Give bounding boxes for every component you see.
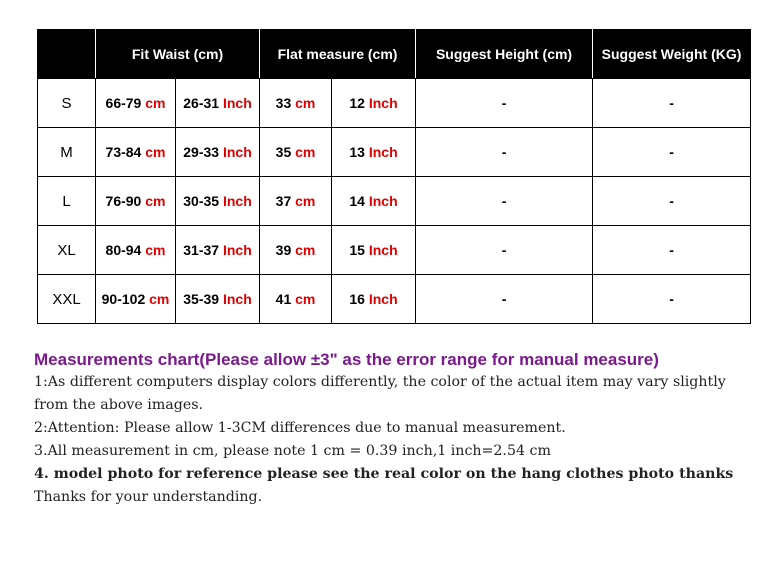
waist-cm-value: 76-90: [105, 193, 142, 209]
size-cell: [38, 177, 96, 226]
suggest-weight-value: -: [669, 144, 674, 160]
flat-inch-cell: [332, 226, 416, 275]
waist-cm-value: 73-84: [105, 144, 142, 160]
table-row: [38, 177, 751, 226]
flat-inch-cell: [332, 275, 416, 324]
flat-cm-value: 35: [275, 144, 292, 160]
suggest-weight-value: -: [669, 242, 674, 258]
waist-inch-value: 31-37: [183, 242, 220, 258]
suggest-height-value: -: [501, 193, 507, 209]
table-row: [38, 226, 751, 275]
flat-cm-value: 33: [275, 95, 292, 111]
header-suggest-weight: Suggest Weight (KG): [593, 30, 751, 79]
table-row: [38, 128, 751, 177]
unit-cm: cm: [295, 291, 316, 307]
waist-cm-value: 66-79: [105, 95, 142, 111]
unit-cm: cm: [149, 291, 170, 307]
unit-cm: cm: [145, 193, 166, 209]
waist-inch-value: 30-35: [183, 193, 220, 209]
note-line-2: 2:Attention: Please allow 1-3CM differences due to manual measurement.: [34, 420, 566, 436]
waist-cm-cell: [96, 79, 176, 128]
size-label: M: [60, 143, 73, 161]
flat-cm-value: 39: [275, 242, 292, 258]
waist-inch-cell: [176, 177, 260, 226]
size-label: XXL: [52, 290, 81, 308]
header-suggest-height: Suggest Height (cm): [416, 30, 593, 79]
unit-inch: Inch: [222, 291, 252, 307]
suggest-height-value: -: [501, 242, 507, 258]
unit-cm: cm: [295, 95, 316, 111]
unit-inch: Inch: [368, 242, 398, 258]
flat-cm-value: 37: [275, 193, 292, 209]
size-cell: [38, 226, 96, 275]
size-cell: [38, 79, 96, 128]
waist-inch-cell: [176, 128, 260, 177]
unit-inch: Inch: [368, 193, 398, 209]
unit-cm: cm: [295, 144, 316, 160]
unit-cm: cm: [295, 242, 316, 258]
unit-inch: Inch: [222, 242, 252, 258]
flat-inch-value: 12: [349, 95, 365, 111]
flat-cm-cell: [260, 275, 332, 324]
suggest-height-value: -: [501, 291, 507, 307]
flat-inch-value: 16: [349, 291, 365, 307]
weight-cell: [593, 275, 751, 324]
notes-section: [34, 348, 754, 509]
notes-heading: Measurements chart(Please allow ±3" as the error range for manual measure): [34, 350, 659, 369]
waist-inch-cell: [176, 226, 260, 275]
table-body: [38, 79, 751, 324]
unit-cm: cm: [145, 95, 166, 111]
unit-cm: cm: [145, 144, 166, 160]
size-cell: [38, 128, 96, 177]
size-chart-table: [37, 29, 751, 324]
unit-inch: Inch: [222, 95, 252, 111]
unit-cm: cm: [145, 242, 166, 258]
header-size: [38, 30, 96, 79]
unit-inch: Inch: [222, 193, 252, 209]
weight-cell: [593, 177, 751, 226]
size-label: XL: [57, 241, 76, 259]
table-header-row: [38, 30, 751, 79]
suggest-height-value: -: [501, 144, 507, 160]
table-row: [38, 79, 751, 128]
note-line-3: 3.All measurement in cm, please note 1 cm = 0.39 inch,1 inch=2.54 cm: [34, 443, 551, 459]
unit-inch: Inch: [368, 291, 398, 307]
waist-cm-cell: [96, 275, 176, 324]
flat-inch-value: 13: [349, 144, 365, 160]
flat-inch-value: 14: [349, 193, 365, 209]
weight-cell: [593, 226, 751, 275]
height-cell: [416, 275, 593, 324]
note-line-1: 1:As different computers display colors differently, the color of the actual item may vary slightly from the above images.: [34, 374, 726, 413]
flat-inch-value: 15: [349, 242, 365, 258]
waist-cm-value: 80-94: [105, 242, 142, 258]
height-cell: [416, 79, 593, 128]
note-line-5: Thanks for your understanding.: [34, 489, 263, 505]
waist-inch-cell: [176, 79, 260, 128]
suggest-height-value: -: [501, 95, 507, 111]
size-label: S: [61, 94, 72, 112]
unit-inch: Inch: [368, 144, 398, 160]
flat-cm-cell: [260, 177, 332, 226]
waist-inch-value: 26-31: [183, 95, 220, 111]
waist-inch-value: 35-39: [183, 291, 220, 307]
weight-cell: [593, 79, 751, 128]
height-cell: [416, 177, 593, 226]
waist-inch-cell: [176, 275, 260, 324]
unit-cm: cm: [295, 193, 316, 209]
header-flat-measure: Flat measure (cm): [260, 30, 416, 79]
flat-cm-cell: [260, 128, 332, 177]
suggest-weight-value: -: [669, 95, 674, 111]
flat-cm-cell: [260, 79, 332, 128]
height-cell: [416, 226, 593, 275]
flat-inch-cell: [332, 79, 416, 128]
flat-cm-cell: [260, 226, 332, 275]
waist-cm-cell: [96, 177, 176, 226]
flat-cm-value: 41: [275, 291, 292, 307]
waist-inch-value: 29-33: [183, 144, 220, 160]
waist-cm-value: 90-102: [101, 291, 146, 307]
unit-inch: Inch: [368, 95, 398, 111]
flat-inch-cell: [332, 128, 416, 177]
height-cell: [416, 128, 593, 177]
size-cell: [38, 275, 96, 324]
header-fit-waist: Fit Waist (cm): [96, 30, 260, 79]
weight-cell: [593, 128, 751, 177]
unit-inch: Inch: [222, 144, 252, 160]
waist-cm-cell: [96, 226, 176, 275]
table-row: [38, 275, 751, 324]
size-label: L: [62, 192, 71, 210]
waist-cm-cell: [96, 128, 176, 177]
note-line-4: 4. model photo for reference please see the real color on the hang clothes photo thanks: [34, 466, 734, 482]
suggest-weight-value: -: [669, 291, 674, 307]
flat-inch-cell: [332, 177, 416, 226]
suggest-weight-value: -: [669, 193, 674, 209]
